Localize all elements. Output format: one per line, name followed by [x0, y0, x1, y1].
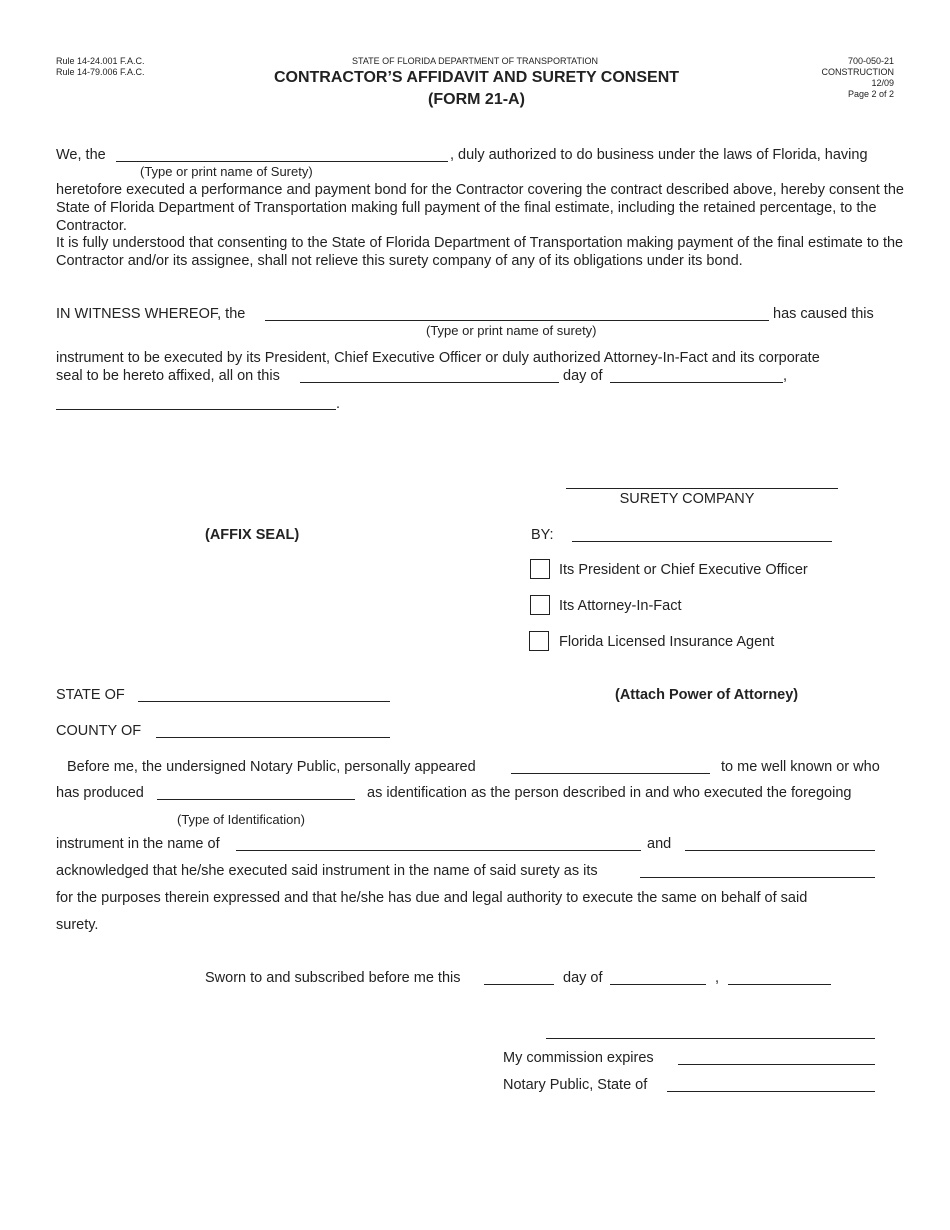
witness-day-field[interactable]: [300, 382, 559, 383]
department-name: STATE OF FLORIDA DEPARTMENT OF TRANSPORTATION: [351, 56, 599, 66]
sworn-year-field[interactable]: [728, 984, 831, 985]
sworn-comma: ,: [715, 970, 720, 986]
form-subtitle: (FORM 21-A): [428, 91, 525, 108]
as-identification-text: as identification as the person described in and who executed the foregoing: [367, 785, 852, 801]
form-number: 700-050-21: [847, 56, 894, 66]
witness-day-of-label: day of: [563, 368, 603, 384]
we-the-label: We, the: [56, 147, 106, 163]
by-signature-field[interactable]: [572, 541, 832, 542]
witness-period: .: [336, 396, 341, 412]
surety-name-caption: (Type or print name of Surety): [140, 164, 313, 179]
form-date: 12/09: [871, 78, 894, 88]
notary-state-label: Notary Public, State of: [503, 1077, 648, 1093]
identification-field[interactable]: [157, 799, 355, 800]
sworn-day-of-label: day of: [563, 970, 603, 986]
rule-reference-2: Rule 14-79.006 F.A.C.: [56, 67, 145, 77]
state-of-field[interactable]: [138, 701, 390, 702]
page-number: Page 2 of 2: [847, 89, 894, 99]
consent-paragraph-2: It is fully understood that consenting to the State of Florida Department of Transportation making payment of the final estimate to the Contractor and/or its assignee, shall not relieve this surety company of any of its obligations under its bond.: [56, 235, 904, 269]
sworn-day-field[interactable]: [484, 984, 554, 985]
seal-affixed-text: seal to be hereto affixed, all on this: [56, 368, 280, 384]
notary-state-field[interactable]: [667, 1091, 875, 1092]
attorney-in-fact-option-label: Its Attorney-In-Fact: [559, 598, 682, 614]
state-of-label: STATE OF: [56, 687, 125, 703]
by-label: BY:: [531, 527, 554, 543]
surety-company-label: SURETY COMPANY: [619, 491, 755, 507]
witness-surety-caption: (Type or print name of surety): [426, 323, 597, 338]
has-produced-text: has produced: [56, 785, 144, 801]
consent-paragraph-1: heretofore executed a performance and payment bond for the Contractor covering the contract described above, hereby consent the State of Florida Department of Transportation making full payment of the final estimate, including the retained percentage, to the Contractor.: [56, 182, 904, 234]
acknowledged-text: acknowledged that he/she executed said instrument in the name of said surety as its: [56, 863, 598, 879]
president-ceo-option-label: Its President or Chief Executive Officer: [559, 562, 808, 578]
sworn-text: Sworn to and subscribed before me this: [205, 970, 461, 986]
commission-expires-label: My commission expires: [503, 1050, 654, 1066]
sworn-month-field[interactable]: [610, 984, 706, 985]
surety-title-field[interactable]: [640, 877, 875, 878]
surety-text: surety.: [56, 917, 99, 933]
witness-line-1: instrument to be executed by its President, Chief Executive Officer or duly authorized Attorney-In-Fact and its corporate: [56, 350, 820, 366]
well-known-text: to me well known or who: [721, 759, 880, 775]
instrument-name-text: instrument in the name of: [56, 836, 220, 852]
and-text: and: [647, 836, 672, 852]
witness-month-field[interactable]: [610, 382, 783, 383]
instrument-name-field[interactable]: [236, 850, 641, 851]
before-me-text: Before me, the undersigned Notary Public, personally appeared: [67, 759, 476, 775]
authorized-text: , duly authorized to do business under the laws of Florida, having: [450, 147, 868, 163]
county-of-label: COUNTY OF: [56, 723, 142, 739]
witness-lead: IN WITNESS WHEREOF, the: [56, 306, 246, 322]
attorney-in-fact-checkbox[interactable]: [530, 595, 550, 615]
has-caused-text: has caused this: [773, 306, 874, 322]
president-ceo-checkbox[interactable]: [530, 559, 550, 579]
identification-caption: (Type of Identification): [177, 812, 305, 827]
rule-reference-1: Rule 14-24.001 F.A.C.: [56, 56, 145, 66]
notary-signature-line[interactable]: [546, 1038, 875, 1039]
attach-power-of-attorney: (Attach Power of Attorney): [615, 687, 799, 703]
surety-name-field[interactable]: [116, 161, 448, 162]
witness-year-field[interactable]: [56, 409, 336, 410]
licensed-agent-option-label: Florida Licensed Insurance Agent: [559, 634, 775, 650]
county-of-field[interactable]: [156, 737, 390, 738]
and-name-field[interactable]: [685, 850, 875, 851]
witness-comma: ,: [783, 368, 788, 384]
form-category: CONSTRUCTION: [821, 67, 894, 77]
surety-company-signature-line[interactable]: [566, 488, 838, 489]
affix-seal-label: (AFFIX SEAL): [205, 527, 300, 543]
licensed-agent-checkbox[interactable]: [529, 631, 549, 651]
appeared-name-field[interactable]: [511, 773, 710, 774]
purposes-text: for the purposes therein expressed and that he/she has due and legal authority to execute the same on behalf of said: [56, 890, 808, 906]
form-title: CONTRACTOR’S AFFIDAVIT AND SURETY CONSENT: [273, 69, 680, 86]
witness-surety-name-field[interactable]: [265, 320, 769, 321]
commission-expires-field[interactable]: [678, 1064, 875, 1065]
